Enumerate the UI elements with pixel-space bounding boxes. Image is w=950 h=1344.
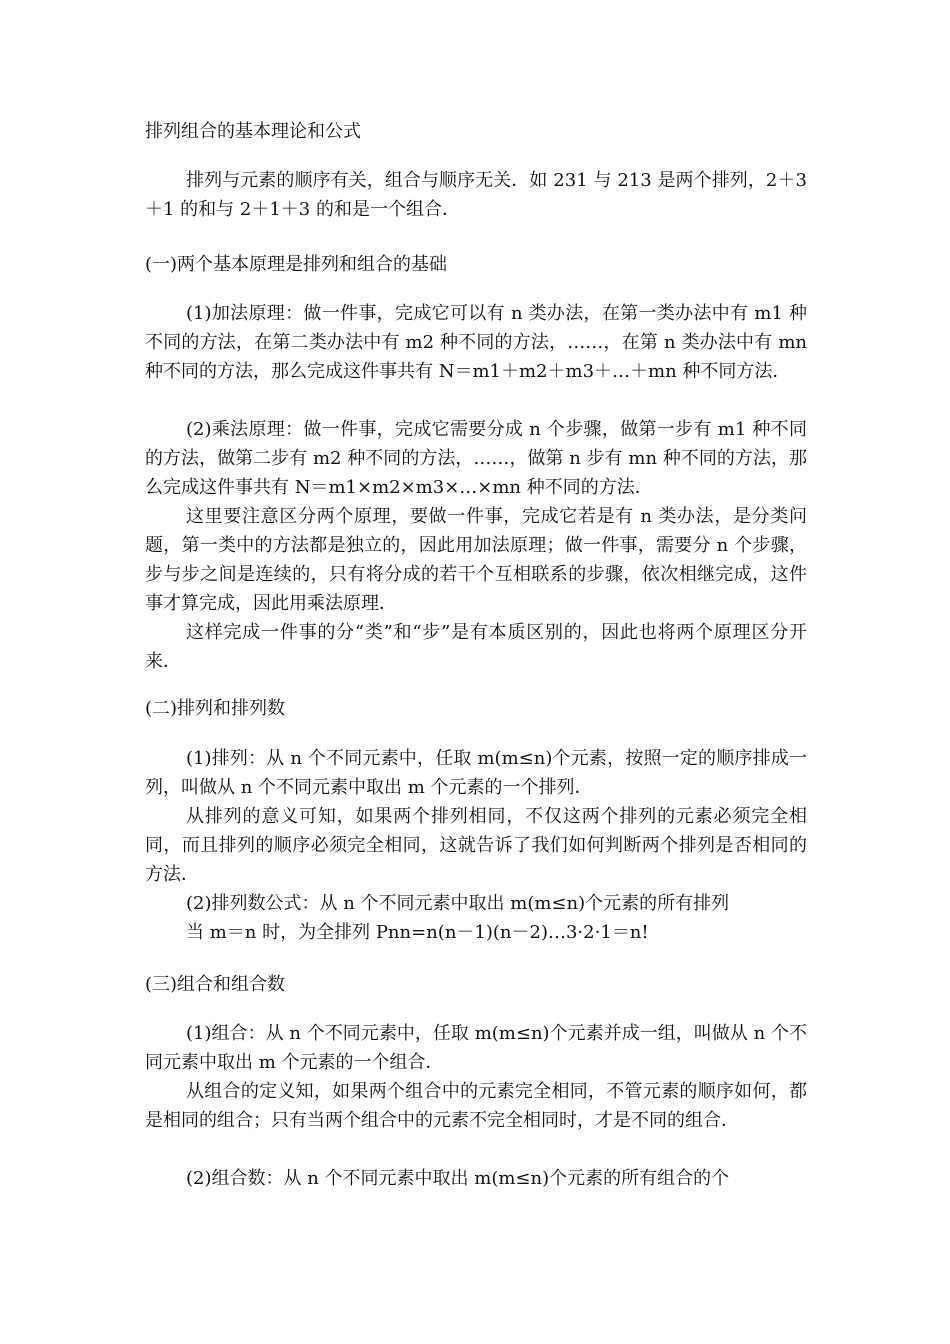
paragraph-combination-meaning: 从组合的定义知，如果两个组合中的元素完全相同，不管元素的顺序如何，都是相同的组合；只有当两个组合中的元素不完全相同时，才是不同的组合． <box>145 1081 807 1131</box>
section-heading-1: (一)两个基本原理是排列和组合的基础 <box>145 254 448 275</box>
paragraph-multiplication-principle: (2)乘法原理：做一件事，完成它需要分成 n 个步骤，做第一步有 m1 种不同的方法，做第二步有 m2 种不同的方法，……，做第 n 步有 mn 种不同的方法，那么完成这件事共有 N＝m1×m2×m3×…×mn 种不同的方法． <box>145 419 807 498</box>
paragraph-class-vs-step: 这样完成一件事的分“类”和“步”是有本质区别的，因此也将两个原理区分开来． <box>145 622 807 672</box>
paragraph-combination-number: (2)组合数：从 n 个不同元素中取出 m(m≤n)个元素的所有组合的个 <box>186 1168 730 1189</box>
paragraph-permutation-meaning: 从排列的意义可知，如果两个排列相同，不仅这两个排列的元素必须完全相同，而且排列的顺序必须完全相同，这就告诉了我们如何判断两个排列是否相同的方法． <box>145 806 807 885</box>
paragraph-addition-principle: (1)加法原理：做一件事，完成它可以有 n 类办法，在第一类办法中有 m1 种不同的方法，在第二类办法中有 m2 种不同的方法，……，在第 n 类办法中有 mn 种不同的方法，那么完成这件事共有 N＝m1＋m2＋m3＋…＋mn 种不同方法． <box>145 303 807 382</box>
intro-paragraph: 排列与元素的顺序有关，组合与顺序无关．如 231 与 213 是两个排列，2＋3＋1 的和与 2＋1＋3 的和是一个组合． <box>145 170 807 220</box>
paragraph-distinguish-principles: 这里要注意区分两个原理，要做一件事，完成它若是有 n 类办法，是分类问题，第一类中的方法都是独立的，因此用加法原理；做一件事，需要分 n 个步骤，步与步之间是连续的，只有将分成的若干个互相联系的步骤，依次相继完成，这件事才算完成，因此用乘法原理． <box>145 506 807 614</box>
document-title: 排列组合的基本理论和公式 <box>145 121 361 142</box>
paragraph-permutation-formula: (2)排列数公式：从 n 个不同元素中取出 m(m≤n)个元素的所有排列 <box>186 893 730 914</box>
paragraph-full-permutation: 当 m＝n 时，为全排列 Pnn=n(n－1)(n－2)…3·2·1＝n! <box>186 922 649 943</box>
paragraph-combination-definition: (1)组合：从 n 个不同元素中，任取 m(m≤n)个元素并成一组，叫做从 n 个不同元素中取出 m 个元素的一个组合． <box>145 1023 807 1073</box>
section-heading-3: (三)组合和组合数 <box>145 974 286 995</box>
section-heading-2: (二)排列和排列数 <box>145 698 286 719</box>
paragraph-permutation-definition: (1)排列：从 n 个不同元素中，任取 m(m≤n)个元素，按照一定的顺序排成一列，叫做从 n 个不同元素中取出 m 个元素的一个排列． <box>145 748 807 798</box>
